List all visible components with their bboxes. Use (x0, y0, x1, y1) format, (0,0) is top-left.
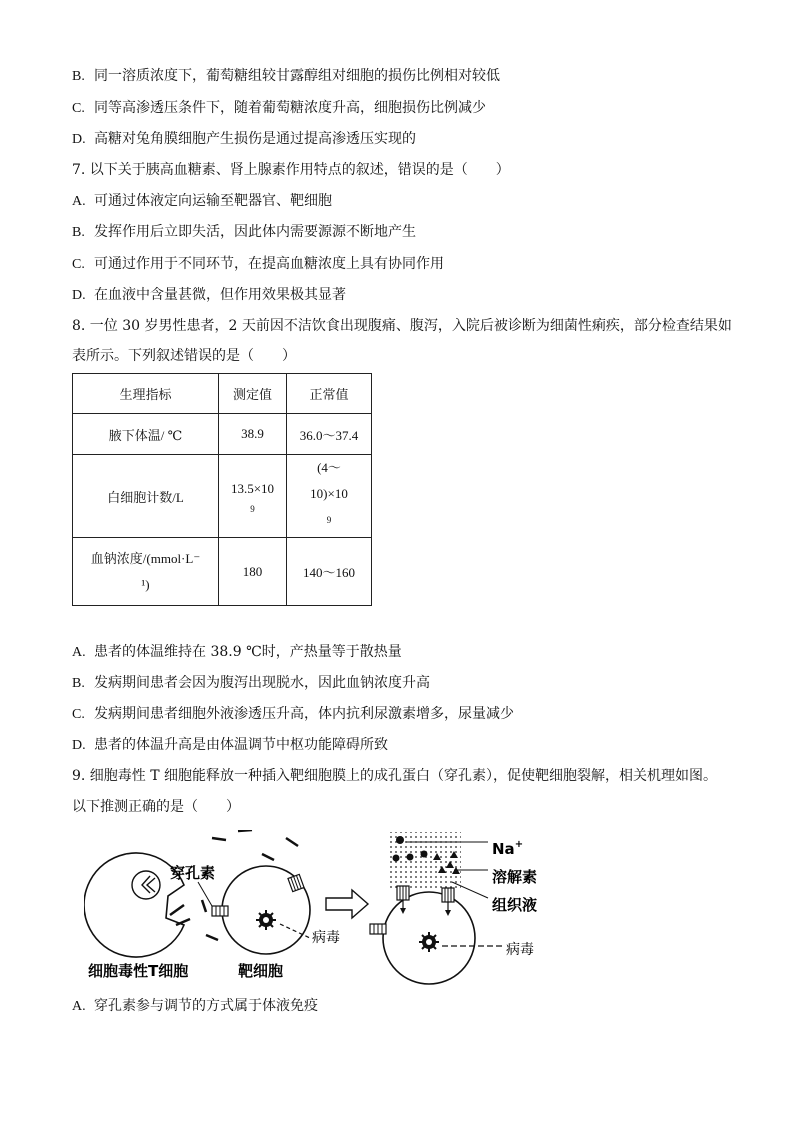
q8-option-c: C. 发病期间患者细胞外液渗透压升高，体内抗利尿激素增多，尿量减少 (72, 706, 514, 722)
q7-option-b: B. 发挥作用后立即失活，因此体内需要源源不断地产生 (72, 224, 416, 240)
table-cell: 白细胞计数/L (73, 455, 219, 538)
sodium-ion (421, 851, 428, 858)
perforin-fragment (262, 854, 274, 860)
q7-option-d: D. 在血液中含量甚微，但作用效果极其显著 (72, 287, 346, 303)
table-header-row (73, 374, 372, 414)
virus-icon (256, 910, 276, 930)
table-header: 正常值 (287, 374, 372, 414)
label-virus-left: 病毒 (312, 930, 340, 946)
table-cell: 36.0～37.4 (287, 414, 372, 455)
table-cell: 血钠浓度/(mmol·L⁻ ¹) (73, 538, 219, 606)
lab-results-table (72, 373, 372, 606)
perforin-fragment (206, 935, 218, 940)
perforin-mechanism-diagram (84, 830, 564, 990)
q6-option-c: C. 同等高渗透压条件下，随着葡萄糖浓度升高，细胞损伤比例减少 (72, 100, 486, 116)
q9-option-a: A. 穿孔素参与调节的方式属于体液免疫 (72, 998, 318, 1014)
q9-stem-line1: 9. 细胞毒性 T 细胞能释放一种插入靶细胞膜上的成孔蛋白（穿孔素），促使靶细胞裂解，相关机理如图。 (72, 768, 718, 784)
table-cell: 140～160 (287, 538, 372, 606)
sodium-ion (393, 855, 400, 862)
table-cell: (4～ 10)×10 $^9$ (287, 455, 372, 538)
q7-option-a: A. 可通过体液定向运输至靶器官、靶细胞 (72, 193, 332, 209)
table-cell: 38.9 (219, 414, 287, 455)
label-sodium: Na+ (492, 839, 524, 858)
q7-option-c: C. 可通过作用于不同环节，在提高血糖浓度上具有协同作用 (72, 256, 444, 272)
q8-stem-line1: 8. 一位 30 岁男性患者，2 天前因不洁饮食出现腹痛、腹泻，入院后被诊断为细菌性痢疾，部分检查结果如 (72, 318, 732, 334)
virus-icon (419, 932, 439, 952)
perforin-fragment (202, 900, 206, 912)
q8-stem-line2: 表所示。下列叙述错误的是（ ） (72, 348, 296, 364)
label-target-cell: 靶细胞 (238, 962, 284, 980)
label-tissue-fluid: 组织液 (492, 896, 538, 914)
table-row-sodium (73, 538, 372, 606)
table-header: 生理指标 (73, 374, 219, 414)
perforin-fragment (286, 838, 298, 846)
table-cell: 腋下体温/ ℃ (73, 414, 219, 455)
sodium-ion (396, 836, 404, 844)
q6-option-d: D. 高糖对兔角膜细胞产生损伤是通过提高渗透压实现的 (72, 131, 416, 147)
table-cell: 180 (219, 538, 287, 606)
q6-option-b: B. 同一溶质浓度下，葡萄糖组较甘露醇组对细胞的损伤比例相对较低 (72, 68, 500, 84)
perforin-fragment (212, 838, 226, 840)
perforin-channel (370, 924, 386, 934)
sodium-ion (407, 854, 414, 861)
label-virus-right: 病毒 (506, 942, 534, 958)
table-row-temperature (73, 414, 372, 455)
t-cell-shape (84, 853, 184, 957)
perforin-fragment (170, 905, 184, 915)
process-arrow-icon (326, 890, 368, 918)
table-header: 测定值 (219, 374, 287, 414)
label-lysin: 溶解素 (492, 868, 538, 886)
q8-option-d: D. 患者的体温升高是由体温调节中枢功能障碍所致 (72, 737, 388, 753)
perforin-fragment (238, 830, 252, 831)
q8-option-a: A. 患者的体温维持在 38.9 ℃时，产热量等于散热量 (72, 644, 402, 660)
table-row-wbc (73, 455, 372, 538)
label-t-cell: 细胞毒性T细胞 (88, 962, 189, 980)
q9-stem-line2: 以下推测正确的是（ ） (72, 799, 240, 815)
table-cell: 13.5×10 9 (219, 455, 287, 538)
q7-stem: 7. 以下关于胰高血糖素、肾上腺素作用特点的叙述，错误的是（ ） (72, 162, 510, 178)
label-perforin: 穿孔素 (170, 864, 216, 882)
q8-option-b: B. 发病期间患者会因为腹泻出现脱水，因此血钠浓度升高 (72, 675, 430, 691)
perforin-channel (212, 906, 228, 916)
